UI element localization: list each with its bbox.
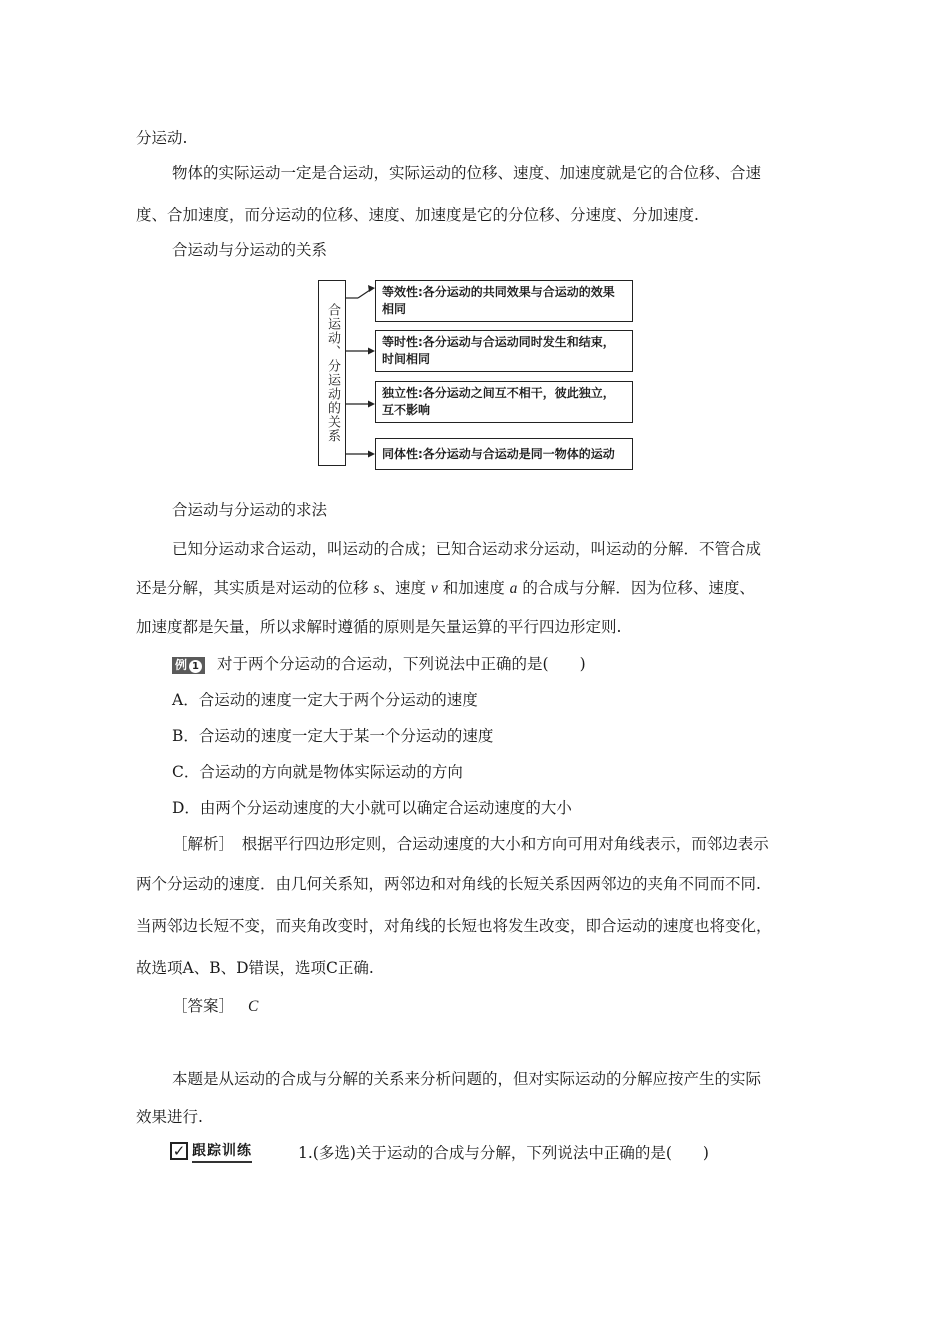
- arrow-head: [368, 451, 375, 458]
- training-badge: [170, 1140, 278, 1162]
- analysis-line: 故选项A、B、D错误，选项C正确.: [136, 959, 374, 977]
- note-line: 本题是从运动的合成与分解的关系来分析问题的，但对实际运动的分解应按产生的实际: [172, 1070, 762, 1088]
- example-question-line: [172, 654, 586, 674]
- section-heading: 合运动与分运动的求法: [172, 501, 328, 519]
- paragraph-fragment: 分运动.: [136, 129, 188, 147]
- answer-line: [172, 996, 258, 1017]
- option-d: D．由两个分运动速度的大小就可以确定合运动速度的大小: [172, 799, 572, 817]
- check-icon: ✓: [170, 1142, 188, 1160]
- diagram-item-box: 等时性:各分运动与合运动同时发生和结束，时间相同: [375, 330, 633, 372]
- arrow-head: [368, 401, 375, 408]
- answer-value: C: [248, 998, 259, 1015]
- analysis-line: 当两邻边长短不变，而夹角改变时，对角线的长短也将发生改变，即合运动的速度也将变化，: [136, 917, 772, 935]
- analysis-line: 两个分运动的速度．由几何关系知，两邻边和对角线的长短关系因两邻边的夹角不同而不同.: [136, 875, 761, 893]
- option-c: C．合运动的方向就是物体实际运动的方向: [172, 763, 463, 781]
- diagram-item-box: 等效性:各分运动的共同效果与合运动的效果相同: [375, 280, 633, 322]
- example-badge: [172, 657, 205, 674]
- text-run: 和加速度: [437, 579, 510, 597]
- training-label: 跟踪训练: [192, 1140, 252, 1163]
- diagram-left-box: [318, 280, 346, 466]
- paragraph-line: 加速度都是矢量，所以求解时遵循的原则是矢量运算的平行四边形定则.: [136, 618, 622, 636]
- diagram-item-box: 独立性:各分运动之间互不相干，彼此独立，互不影响: [375, 381, 633, 423]
- option-a: A．合运动的速度一定大于两个分运动的速度: [172, 691, 478, 709]
- relation-diagram: [318, 276, 642, 470]
- text-run: 还是分解，其实质是对运动的位移: [136, 579, 374, 597]
- paragraph-line: 已知分运动求合运动，叫运动的合成；已知合运动求分运动，叫运动的分解．不管合成: [172, 540, 762, 558]
- diagram-left-label: 合运动、分运动的关系: [325, 303, 340, 443]
- example-question: 对于两个分运动的合运动，下列说法中正确的是( ): [217, 655, 586, 673]
- arrow-head: [368, 348, 375, 355]
- paragraph-line: 物体的实际运动一定是合运动，实际运动的位移、速度、加速度就是它的合位移、合速: [172, 164, 762, 182]
- text-run: 、速度: [379, 579, 431, 597]
- example-badge-number: 1: [189, 660, 202, 673]
- diagram-item-box: 同体性:各分运动与合运动是同一物体的运动: [375, 438, 633, 470]
- symbol-v: v: [430, 580, 438, 597]
- example-badge-text: 例: [175, 657, 188, 672]
- paragraph-line: 度、合加速度，而分运动的位移、速度、加速度是它的分位移、分速度、分加速度.: [136, 206, 699, 224]
- paragraph-line: [136, 578, 755, 599]
- analysis-line: ［解析］ 根据平行四边形定则，合运动速度的大小和方向可用对角线表示，而邻边表示: [172, 835, 769, 853]
- training-question: 1.(多选)关于运动的合成与分解，下列说法中正确的是( ): [298, 1144, 709, 1162]
- section-heading: 合运动与分运动的关系: [172, 241, 328, 259]
- note-line: 效果进行.: [136, 1108, 203, 1126]
- option-b: B．合运动的速度一定大于某一个分运动的速度: [172, 727, 494, 745]
- symbol-s: s: [373, 580, 380, 597]
- symbol-a: a: [509, 580, 518, 597]
- arrow-head: [368, 285, 375, 292]
- answer-label: ［答案］: [172, 997, 235, 1015]
- text-run: 的合成与分解．因为位移、速度、: [517, 579, 755, 597]
